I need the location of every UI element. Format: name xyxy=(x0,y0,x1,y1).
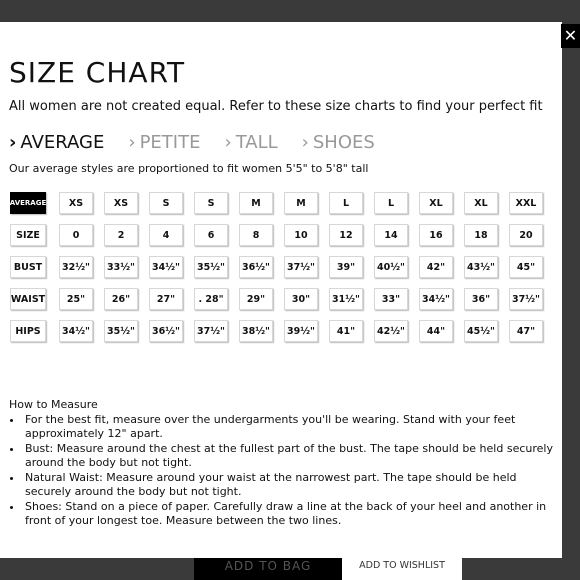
page-backdrop-top xyxy=(0,0,580,22)
tab-shoes[interactable] xyxy=(302,132,375,153)
table-cell: 2 xyxy=(104,224,138,246)
close-icon: ✕ xyxy=(563,26,578,45)
list-item: • Bust: Measure around the chest at the fullest part of the bust. The tape should be held securely around the body but not tight. xyxy=(23,442,554,471)
table-row xyxy=(10,224,554,246)
table-cell: 42" xyxy=(419,256,453,278)
table-cell: 39" xyxy=(329,256,363,278)
table-cell: 32½" xyxy=(59,256,93,278)
table-cell: 26" xyxy=(104,288,138,310)
tab-label: PETITE xyxy=(139,132,201,153)
close-button[interactable] xyxy=(561,24,580,48)
list-item: • Shoes: Stand on a piece of paper. Carefully draw a line at the back of your heel and another in front of your longest toe. Measure between the two lines. xyxy=(23,500,554,529)
table-cell: 4 xyxy=(149,224,183,246)
table-row xyxy=(10,320,554,342)
table-cell: 34½" xyxy=(419,288,453,310)
table-cell: 34½" xyxy=(149,256,183,278)
add-to-wishlist-button[interactable]: ADD TO WISHLIST xyxy=(342,558,462,580)
table-cell: 33" xyxy=(374,288,408,310)
table-cell: 35½" xyxy=(194,256,228,278)
how-to-measure-title: How to Measure xyxy=(9,398,98,411)
table-cell: XXL xyxy=(509,192,543,214)
table-cell: 37½" xyxy=(284,256,318,278)
size-table xyxy=(10,192,554,352)
table-cell: 36½" xyxy=(149,320,183,342)
table-cell: 8 xyxy=(239,224,273,246)
tab-label: AVERAGE xyxy=(20,132,105,153)
page-title: SIZE CHART xyxy=(9,56,186,89)
list-item: • For the best fit, measure over the undergarments you'll be wearing. Stand with your feet approximately 12" apart. xyxy=(23,413,554,442)
chevron-right-icon: › xyxy=(128,132,136,153)
tab-average[interactable] xyxy=(9,132,104,153)
row-header: HIPS xyxy=(10,320,46,342)
table-cell: 44" xyxy=(419,320,453,342)
table-cell: XL xyxy=(419,192,453,214)
table-cell: 14 xyxy=(374,224,408,246)
table-cell: XS xyxy=(104,192,138,214)
tab-label: TALL xyxy=(235,132,278,153)
table-cell: M xyxy=(239,192,273,214)
table-row xyxy=(10,192,554,214)
tab-label: SHOES xyxy=(312,132,375,153)
how-to-measure xyxy=(9,398,554,529)
subtitle: All women are not created equal. Refer to these size charts to find your perfect fit xyxy=(9,99,543,114)
table-cell: 39½" xyxy=(284,320,318,342)
table-cell: 31½" xyxy=(329,288,363,310)
row-header: BUST xyxy=(10,256,46,278)
table-cell: 36½" xyxy=(239,256,273,278)
size-tabs xyxy=(9,132,399,153)
table-cell: 12 xyxy=(329,224,363,246)
list-item: • Natural Waist: Measure around your waist at the narrowest part. The tape should be held securely around the body but not tight. xyxy=(23,471,554,500)
table-cell: 42½" xyxy=(374,320,408,342)
tab-description: Our average styles are proportioned to fit women 5'5" to 5'8" tall xyxy=(9,162,369,175)
table-cell: L xyxy=(329,192,363,214)
table-cell: 16 xyxy=(419,224,453,246)
chevron-right-icon: › xyxy=(224,132,232,153)
table-cell: 20 xyxy=(509,224,543,246)
table-cell: 45" xyxy=(509,256,543,278)
tab-petite[interactable] xyxy=(128,132,200,153)
table-cell: 40½" xyxy=(374,256,408,278)
table-cell: 36" xyxy=(464,288,498,310)
table-cell: 43½" xyxy=(464,256,498,278)
table-cell: S xyxy=(149,192,183,214)
table-cell: 41" xyxy=(329,320,363,342)
table-cell: 35½" xyxy=(104,320,138,342)
table-cell: 33½" xyxy=(104,256,138,278)
table-cell: 0 xyxy=(59,224,93,246)
measure-list xyxy=(9,413,554,529)
table-cell: 30" xyxy=(284,288,318,310)
table-row xyxy=(10,288,554,310)
tab-tall[interactable] xyxy=(224,132,277,153)
row-header: WAIST xyxy=(10,288,46,310)
table-cell: 37½" xyxy=(194,320,228,342)
add-to-bag-button[interactable]: ADD TO BAG xyxy=(194,558,342,580)
table-cell: S xyxy=(194,192,228,214)
chevron-right-icon: › xyxy=(9,132,17,153)
table-cell: . 28" xyxy=(194,288,228,310)
table-cell: 45½" xyxy=(464,320,498,342)
table-cell: XS xyxy=(59,192,93,214)
row-header: AVERAGE xyxy=(10,192,46,214)
table-cell: 25" xyxy=(59,288,93,310)
row-header: SIZE xyxy=(10,224,46,246)
table-cell: 10 xyxy=(284,224,318,246)
table-cell: 38½" xyxy=(239,320,273,342)
table-cell: M xyxy=(284,192,318,214)
table-cell: XL xyxy=(464,192,498,214)
table-cell: 18 xyxy=(464,224,498,246)
table-cell: 37½" xyxy=(509,288,543,310)
table-cell: 29" xyxy=(239,288,273,310)
table-cell: 6 xyxy=(194,224,228,246)
table-cell: L xyxy=(374,192,408,214)
table-cell: 34½" xyxy=(59,320,93,342)
table-row xyxy=(10,256,554,278)
table-cell: 47" xyxy=(509,320,543,342)
table-cell: 27" xyxy=(149,288,183,310)
chevron-right-icon: › xyxy=(301,132,309,153)
